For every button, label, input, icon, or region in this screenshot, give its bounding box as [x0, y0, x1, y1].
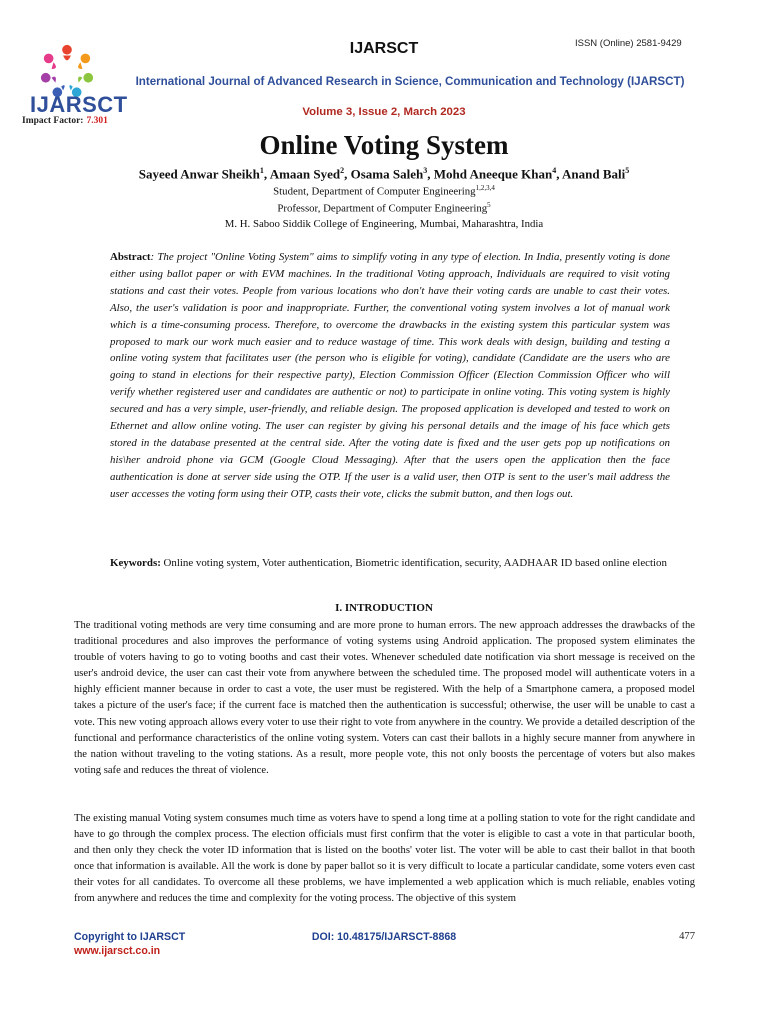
- footer-copyright: Copyright to IJARSCT: [74, 931, 186, 943]
- author-affiliation-sup: 1: [259, 166, 264, 175]
- footer-doi[interactable]: DOI: 10.48175/IJARSCT-8868: [311, 931, 457, 943]
- page-number: 477: [679, 931, 695, 942]
- keywords-text: Online voting system, Voter authentication, Biometric identification, security, AADHAAR ID based online election: [160, 557, 667, 569]
- affiliation-professor: [0, 201, 768, 215]
- affiliation-student-sup: 1,2,3,4: [475, 184, 495, 192]
- journal-brand-logotype: IJARSCT: [30, 92, 128, 117]
- author-affiliation-sup: 4: [552, 166, 557, 175]
- section-heading-introduction: I. INTRODUCTION: [335, 602, 433, 614]
- journal-full-title: International Journal of Advanced Research in Science, Communication and Technology (IJARSCT): [135, 75, 685, 88]
- impact-factor-value: 7.301: [86, 116, 108, 126]
- abstract-text: : The project "Online Voting System" aims to simplify voting in any type of election. In India, presently voting is done either using ballot paper or with EVM machines. In the traditional Voting approach, Individuals are required to visit voting stations and cast their votes. People from various locations who don't have their voting cards are unable to cast their votes. Also, the user's validation is poor and inappropriate. Further, the conventional voting system involves a lot of manual work which is a time-consuming process. Therefore, to overcome the drawbacks in the existing system this particular system was proposed to mark our work much easier and to reduce wastage of time. This work deals with design, building and testing a online voting system that facilitates user (the person who is eligible for voting), candidate (Candidate are the users who are going to stand in elections for their respective party), Election Commission Officer (Election Commission Officer who will verify whether registered user and candidates are authentic or not) to participate in online voting. This voting system is highly secured and has a very simple, user-friendly, and reliable design. The proposed application is developed and tested to work on Ethernet and allow online voting. The user can register by giving his personal details and the image of his face which gets stored in the database presented at the central side. After the voting date is fixed and the user gets pop up notifications on his\her android phone via GCM (Google Cloud Messaging). After that the users open the application then the face authentication is done at server side using the OTP. If the user is a valid user, then OTP is sent to the user's mail address the user accesses the voting form using their OTP, casts their vote, clicks the submit button, and then logs out.: [110, 251, 670, 500]
- affiliation-student-text: Student, Department of Computer Engineering: [273, 185, 476, 198]
- volume-issue: Volume 3, Issue 2, March 2023: [302, 106, 466, 118]
- affiliation-student: [0, 184, 768, 198]
- abstract: [110, 249, 670, 503]
- footer-website-link[interactable]: www.ijarsct.co.in: [74, 945, 161, 957]
- author-name: Anand Bali: [562, 166, 626, 182]
- author-name: Amaan Syed: [269, 166, 341, 182]
- issn: ISSN (Online) 2581-9429: [575, 38, 682, 49]
- journal-short-title: IJARSCT: [349, 40, 419, 57]
- author-affiliation-sup: 2: [340, 166, 345, 175]
- author-name: Mohd Aneeque Khan: [433, 166, 553, 182]
- affiliation-professor-text: Professor, Department of Computer Engineering: [277, 202, 488, 215]
- affiliation-professor-sup: 5: [487, 201, 491, 209]
- author-name: Osama Saleh: [350, 166, 424, 182]
- impact-factor-label: Impact Factor:: [22, 116, 84, 126]
- author-affiliation-sup: 5: [625, 166, 630, 175]
- author-list: Sayeed Anwar Sheikh$^1$, Amaan Syed$^2$, Osama Saleh$^3$, Mohd Aneeque Khan$^4$, Anand Bali$^5$: [138, 166, 630, 182]
- affiliation-college: M. H. Saboo Siddik College of Engineering, Mumbai, Maharashtra, India: [224, 218, 544, 230]
- keywords-label: Keywords:: [110, 557, 161, 569]
- author-name: Sayeed Anwar Sheikh: [138, 166, 260, 182]
- paper-title: Online Voting System: [259, 130, 509, 160]
- intro-paragraph-2: The existing manual Voting system consumes much time as voters have to spend a long time at a polling station to vote for the right candidate and have to go through the complex process. The election officials must first confirm that the voter is eligible to cast a vote in that particular booth, and then only they check the voter ID information that is listed on the booths' voter list. The voter will be able to cast their ballot in that booth once that information is available. All the work is done by paper ballot so it is very difficult to locate a particular candidate, some voters even cast their votes for all candidates. To overcome all these problems, we have implemented a web application which is much reliable, enables voting from anywhere and reduces the time and complexity for the voting process. The objective of this system: [74, 813, 695, 905]
- keywords: [110, 555, 670, 571]
- author-affiliation-sup: 3: [423, 166, 428, 175]
- intro-paragraph-1: The traditional voting methods are very time consuming and are more prone to human errors. The new approach addresses the drawbacks of the traditional procedures and also improves the performance of voting systems using Android application. The proposed system eliminates the trouble of voters having to go to voting booths and cast their votes. Whenever scheduled date notification via short message is received on the user's android device, the user can cast their vote from anywhere between the scheduled time. The proposed model will authenticate voters in a highly efficient manner because in order to cast a vote, the user must be registered. With the help of a Smartphone camera, a proposed model takes a picture of the user's face; if the current face is matched then the authentication is successful; otherwise, the user will be unable to cast a vote. This new voting approach allows every voter to use their right to vote from anywhere in the country. We provide a detailed description of the functional and performance characteristics of the online voting system. Voters can cast their ballots in a highly secure manner from anywhere in the nation without traveling to the voting stations. As a result, more people vote, this not only boosts the percentage of voters but also makes voting safe and reduces the threat of violence.: [74, 620, 695, 776]
- abstract-label: Abstract: [110, 251, 151, 263]
